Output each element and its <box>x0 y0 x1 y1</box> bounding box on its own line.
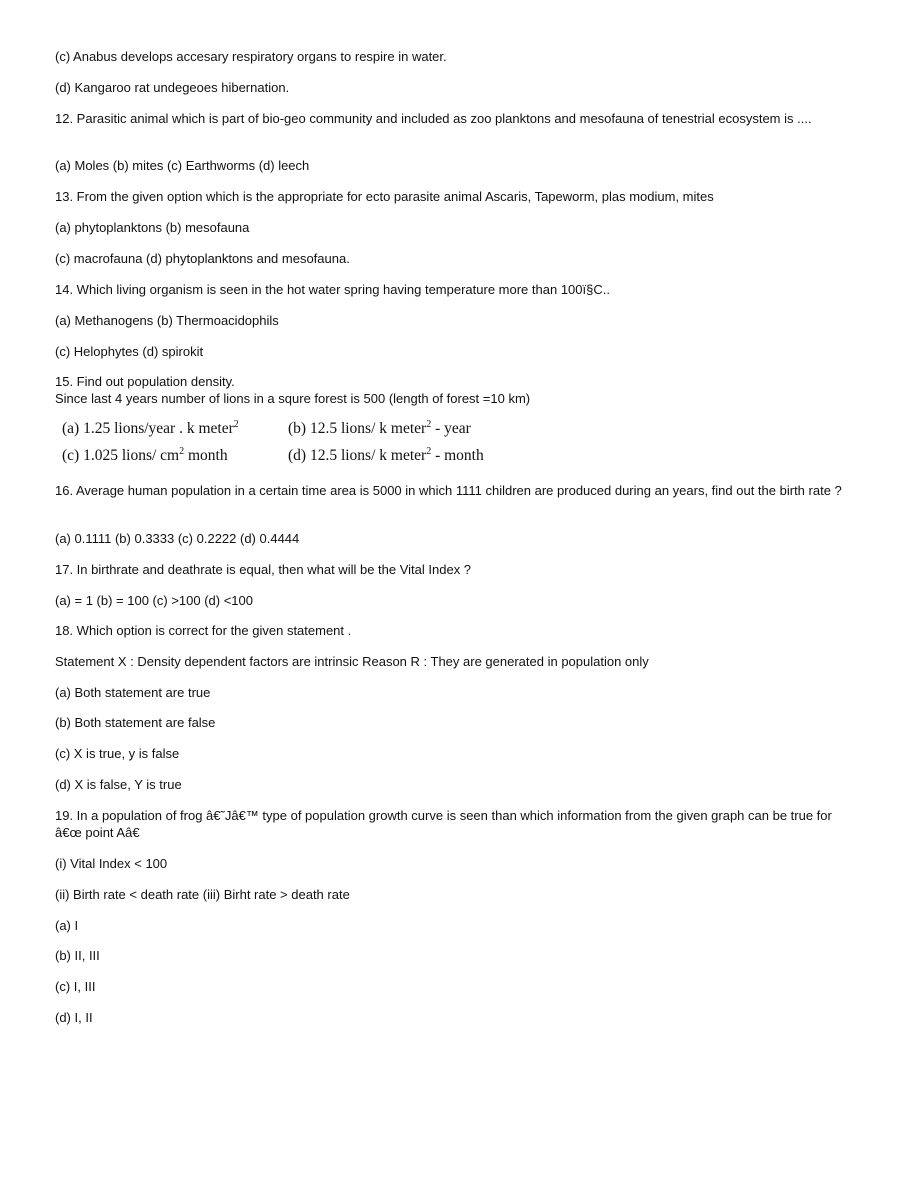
q15-option-d-tail: - month <box>431 447 484 465</box>
q19-statement-ii-iii: (ii) Birth rate < death rate (iii) Birht rate > death rate <box>55 887 350 902</box>
q11-option-c: (c) Anabus develops accesary respiratory organs to respire in water. <box>55 49 447 64</box>
q15-option-c-exponent: 2 <box>179 446 185 457</box>
q14-options-cd: (c) Helophytes (d) spirokit <box>55 344 204 359</box>
q19-question: 19. In a population of frog â€˜Jâ€™ type of population growth curve is seen than which information from the given graph can be true for â€œ point Aâ€ <box>55 808 832 840</box>
q12-options: (a) Moles (b) mites (c) Earthworms (d) leech <box>55 158 310 173</box>
q14-options-ab: (a) Methanogens (b) Thermoacidophils <box>55 313 279 328</box>
q19-option-c: (c) I, III <box>55 979 96 994</box>
q19-option-b: (b) II, III <box>55 948 100 963</box>
q15-statement: Since last 4 years number of lions in a squre forest is 500 (length of forest =10 km) <box>55 391 531 406</box>
q15-option-b-text: (b) 12.5 lions/ k meter <box>288 420 427 438</box>
q19-statement-i: (i) Vital Index < 100 <box>55 856 168 871</box>
q18-statement: Statement X : Density dependent factors are intrinsic Reason R : They are generated in population only <box>55 654 649 669</box>
q18-option-a: (a) Both statement are true <box>55 685 211 700</box>
q15-option-c-tail: month <box>184 447 228 465</box>
q15-option-d-text: (d) 12.5 lions/ k meter <box>288 447 427 465</box>
q18-question: 18. Which option is correct for the given statement . <box>55 623 352 638</box>
q15-option-b-exponent: 2 <box>426 419 432 430</box>
q15-option-c-text: (c) 1.025 lions/ cm <box>62 447 180 465</box>
q18-option-c: (c) X is true, y is false <box>55 746 180 761</box>
q16-options: (a) 0.1111 (b) 0.3333 (c) 0.2222 (d) 0.4444 <box>55 531 300 546</box>
q13-question: 13. From the given option which is the appropriate for ecto parasite animal Ascaris, Tapeworm, plas modium, mites <box>55 189 714 204</box>
q19-option-d: (d) I, II <box>55 1010 93 1025</box>
q15-option-a-exponent: 2 <box>233 419 239 430</box>
q15-option-d-exponent: 2 <box>426 446 432 457</box>
q15-option-b-tail: - year <box>431 420 471 438</box>
q15-option-a-unit: k meter <box>186 420 234 438</box>
q17-options: (a) = 1 (b) = 100 (c) >100 (d) <100 <box>55 593 253 608</box>
q12-question: 12. Parasitic animal which is part of bio-geo community and included as zoo planktons and mesofauna of tenestrial ecosystem is .... <box>55 111 812 126</box>
q15-option-a <box>62 415 239 439</box>
q16-question: 16. Average human population in a certain time area is 5000 in which 1111 children are produced during an years, find out the birth rate ? <box>55 483 842 498</box>
q13-options-cd: (c) macrofauna (d) phytoplanktons and mesofauna. <box>55 251 350 266</box>
q11-option-d: (d) Kangaroo rat undegeoes hibernation. <box>55 80 290 95</box>
q15-option-a-text: (a) 1.25 lions/year . <box>62 420 187 438</box>
q18-option-b: (b) Both statement are false <box>55 715 216 730</box>
q15-option-c <box>62 442 228 466</box>
q13-options-ab: (a) phytoplanktons (b) mesofauna <box>55 220 250 235</box>
q19-option-a: (a) I <box>55 918 79 933</box>
q18-option-d: (d) X is false, Y is true <box>55 777 182 792</box>
q14-question: 14. Which living organism is seen in the hot water spring having temperature more than 100ï§C.. <box>55 282 610 297</box>
q17-question: 17. In birthrate and deathrate is equal, then what will be the Vital Index ? <box>55 562 472 577</box>
q15-option-d <box>288 442 484 466</box>
q15-question: 15. Find out population density. <box>55 374 235 389</box>
q15-option-b <box>288 415 471 439</box>
